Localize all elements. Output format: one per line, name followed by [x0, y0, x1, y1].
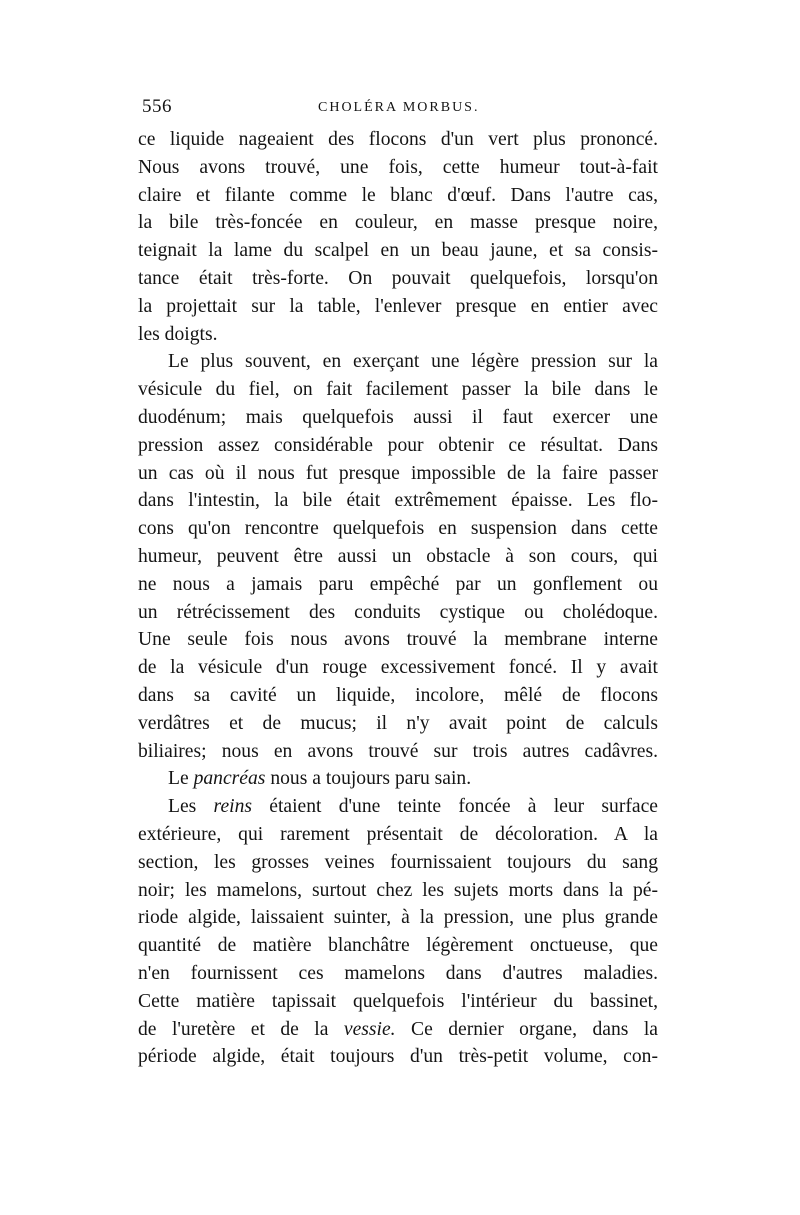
text-line [138, 765, 658, 793]
text-line: période algide, était toujours d'un très-petit volume, con- [138, 1046, 658, 1068]
text-line: claire et filante comme le blanc d'œuf. Dans l'autre cas, [138, 184, 658, 206]
text-line: n'en fournissent ces mamelons dans d'autres maladies. [138, 962, 658, 984]
text-line [138, 793, 658, 821]
text-line: cons qu'on rencontre quelquefois en suspension dans cette [138, 518, 658, 540]
page-header [138, 92, 658, 126]
text-line: les doigts. [138, 323, 218, 345]
text-line: Nous avons trouvé, une fois, cette humeur tout-à-fait [138, 156, 658, 178]
line-text: Ce dernier organe, dans la [395, 1018, 658, 1040]
text-line: noir; les mamelons, surtout chez les sujets morts dans la pé- [138, 879, 658, 901]
text-line: verdâtres et de mucus; il n'y avait point de calculs [138, 712, 658, 734]
text-line: tance était très-forte. On pouvait quelquefois, lorsqu'on [138, 267, 658, 289]
text-line: la bile très-foncée en couleur, en masse presque noire, [138, 212, 658, 234]
text-line: Une seule fois nous avons trouvé la membrane interne [138, 629, 658, 651]
text-line: quantité de matière blanchâtre légèrement onctueuse, que [138, 935, 658, 957]
text-line: riode algide, laissaient suinter, à la pression, une plus grande [138, 907, 658, 929]
text-line: Le plus souvent, en exerçant une légère pression sur la [168, 351, 658, 373]
italic-term: vessie. [343, 1018, 396, 1040]
text-line: teignait la lame du scalpel en un beau jaune, et sa consis- [138, 240, 658, 262]
text-line: de la vésicule d'un rouge excessivement foncé. Il y avait [138, 657, 658, 679]
text-line: pression assez considérable pour obtenir ce résultat. Dans [138, 434, 658, 456]
text-line: un cas où il nous fut presque impossible de la faire passer [138, 462, 658, 484]
text-line: ce liquide nageaient des flocons d'un vert plus prononcé. [138, 129, 658, 150]
page-number: 556 [142, 96, 172, 117]
text-line: humeur, peuvent être aussi un obstacle à son cours, qui [138, 545, 658, 567]
book-page [138, 92, 658, 1071]
text-line: un rétrécissement des conduits cystique ou cholédoque. [138, 601, 658, 623]
line-text: Les [168, 796, 214, 818]
text-line: vésicule du fiel, on fait facilement passer la bile dans le [138, 379, 658, 401]
line-text: étaient d'une teinte foncée à leur surface [252, 796, 658, 818]
text-line: extérieure, qui rarement présentait de décoloration. A la [138, 823, 658, 845]
text-line: dans l'intestin, la bile était extrêmement épaisse. Les flo- [138, 490, 658, 512]
running-title: CHOLÉRA MORBUS. [318, 100, 480, 115]
line-text: Le [168, 768, 194, 790]
italic-term: reins [213, 796, 253, 818]
line-text: nous a toujours paru sain. [265, 768, 472, 790]
text-line: ne nous a jamais paru empêché par un gonflement ou [138, 573, 658, 595]
line-text: de l'uretère et de la [138, 1018, 344, 1040]
text-line: dans sa cavité un liquide, incolore, mêlé de flocons [138, 684, 658, 706]
text-line: la projettait sur la table, l'enlever presque en entier avec [138, 295, 658, 317]
text-line: section, les grosses veines fournissaient toujours du sang [138, 851, 658, 873]
text-line: duodénum; mais quelquefois aussi il faut exercer une [138, 406, 658, 428]
text-line: biliaires; nous en avons trouvé sur trois autres cadâvres. [138, 740, 658, 762]
italic-term: pancréas [193, 768, 266, 790]
text-line [138, 1016, 658, 1044]
body-text [138, 126, 658, 1071]
text-line: Cette matière tapissait quelquefois l'intérieur du bassinet, [138, 990, 658, 1012]
